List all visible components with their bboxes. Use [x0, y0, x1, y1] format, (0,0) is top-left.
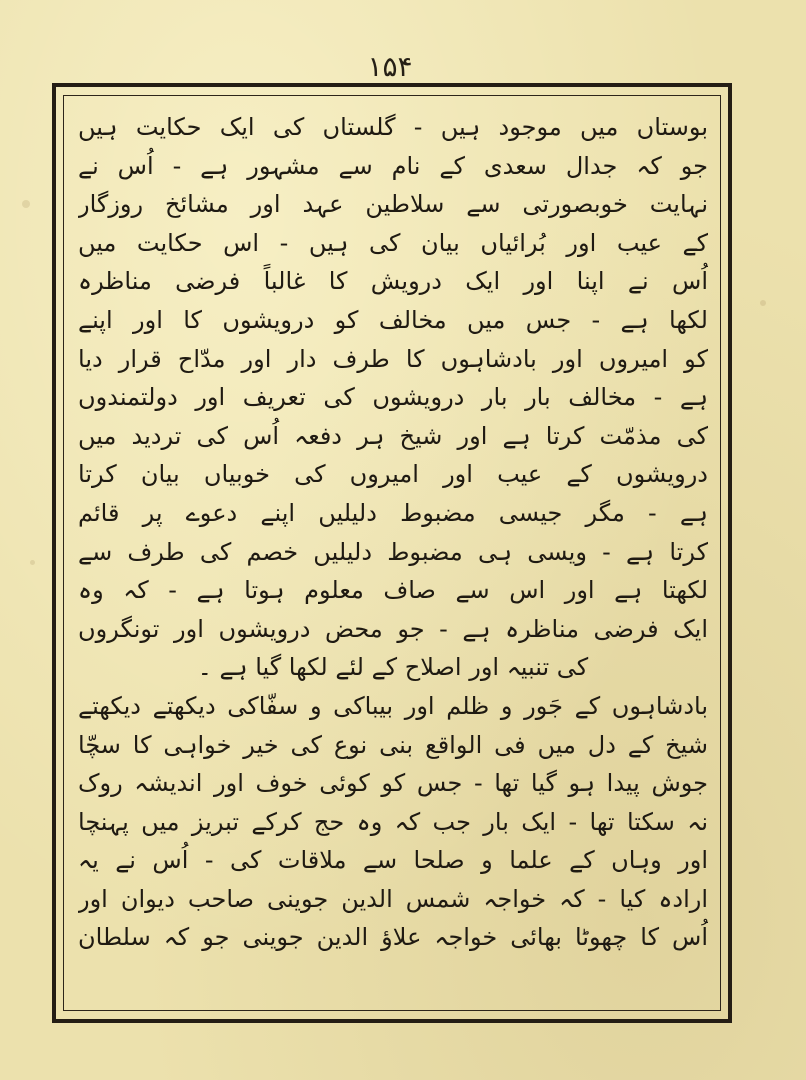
text-line: کی مذمّت کرتا ہے اور شیخ ہر دفعہ اُس کی تردید میں	[78, 421, 708, 450]
text-line: جوش پیدا ہو گیا تھا - جس کو کوئی خوف اور اندیشہ روک	[78, 769, 708, 798]
urdu-text-body	[78, 108, 708, 1008]
text-line: کے عیب اور بُرائیاں بیان کی ہیں - اس حکایت میں	[78, 228, 708, 257]
text-line: اُس کا چھوٹا بھائی خواجہ علاؤ الدین جوینی جو کہ سلطان	[78, 923, 708, 952]
text-line: جو کہ جدال سعدی کے نام سے مشہور ہے - اُس نے	[78, 151, 708, 180]
paper-stain	[30, 560, 35, 565]
page-number: ۱۵۴	[367, 50, 413, 83]
text-line: اُس نے اپنا اور ایک درویش کا غالباً فرضی مناظرہ	[78, 267, 708, 296]
text-line: کرتا ہے - ویسی ہی مضبوط دلیلیں خصم کی طرف سے	[78, 537, 708, 566]
text-line: ایک فرضی مناظرہ ہے - جو محض درویشوں اور تونگروں	[78, 614, 708, 643]
text-line: نہایت خوبصورتی سے سلاطین عہد اور مشائخ روزگار	[78, 190, 708, 219]
paragraph-end-line: کی تنبیہ اور اصلاح کے لئے لکھا گیا ہے ۔	[197, 653, 589, 682]
text-line: لکھا ہے - جس میں مخالف کو درویشوں کا اور اپنے	[78, 305, 708, 334]
text-line: لکھتا ہے اور اس سے صاف معلوم ہوتا ہے - کہ وہ	[78, 576, 708, 605]
text-line: ارادہ کیا - کہ خواجہ شمس الدین جوینی صاحب دیوان اور	[78, 884, 708, 913]
text-line: کو امیروں اور بادشاہوں کا طرف دار اور مدّاح قرار دیا	[78, 344, 708, 373]
text-line: بادشاہوں کے جَور و ظلم اور بیباکی و سفّاکی دیکھتے دیکھتے	[78, 691, 708, 720]
text-line: اور وہاں کے علما و صلحا سے ملاقات کی - اُس نے یہ	[78, 846, 708, 875]
text-line: شیخ کے دل میں فی الواقع بنی نوع کی خیر خواہی کا سچّا	[78, 730, 708, 759]
text-line: ہے - مگر جیسی مضبوط دلیلیں اپنے دعوے پر قائم	[78, 498, 708, 527]
text-line: درویشوں کے عیب اور امیروں کی خوبیاں بیان کرتا	[78, 460, 708, 489]
paper-stain	[760, 300, 766, 306]
text-line: ہے - مخالف بار بار درویشوں کی تعریف اور دولتمندوں	[78, 383, 708, 412]
text-line: نہ سکتا تھا - ایک بار جب کہ وہ حج کرکے تبریز میں پہنچا	[78, 807, 708, 836]
text-line: بوستاں میں موجود ہیں - گلستاں کی ایک حکایت ہیں	[78, 113, 708, 141]
paper-stain	[22, 200, 30, 208]
